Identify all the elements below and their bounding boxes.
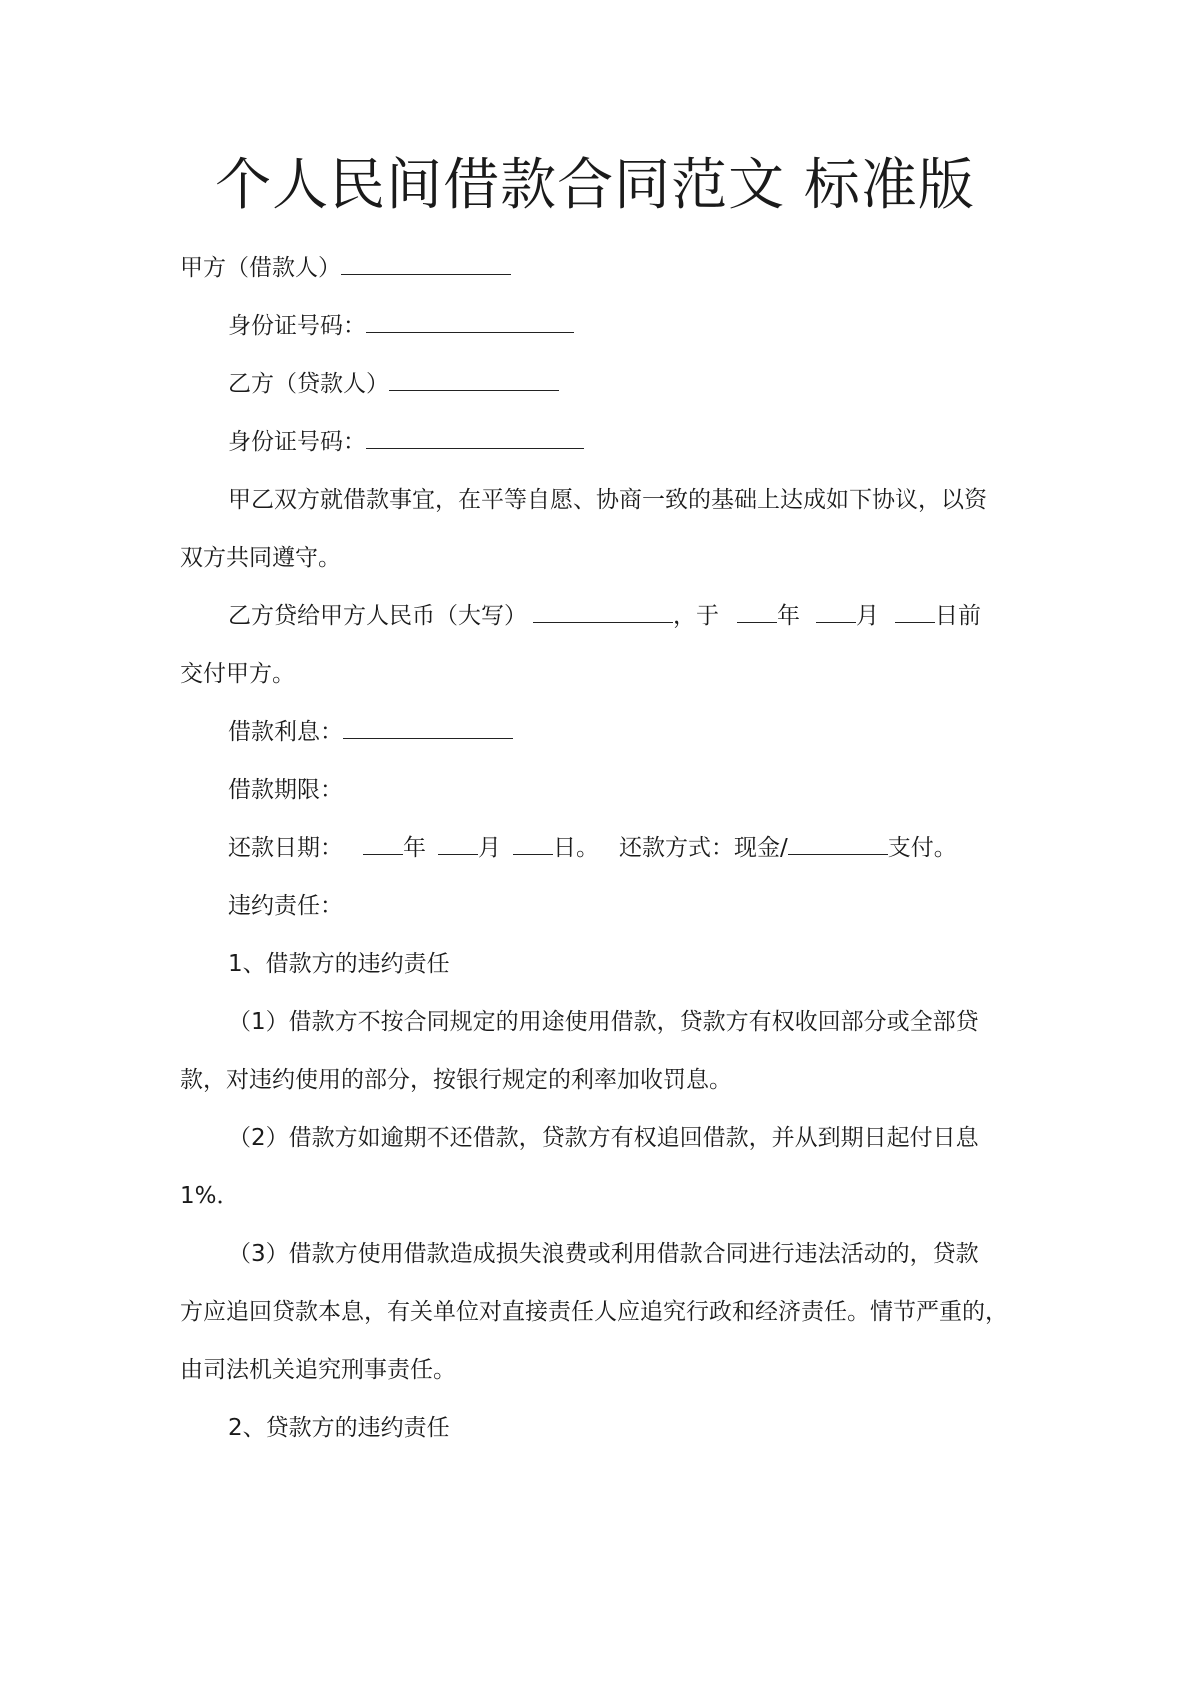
repay-method-suffix: 支付。 — [887, 835, 957, 861]
interest-label: 借款利息： — [228, 719, 343, 745]
repay-method-label: 还款方式：现金/ — [619, 835, 788, 861]
party-b-id-blank[interactable] — [366, 426, 584, 449]
party-b-id-label: 身份证号码： — [228, 429, 366, 455]
party-b-line — [228, 368, 559, 400]
repay-line — [228, 832, 957, 864]
party-b-label: 乙方（贷款人） — [228, 371, 389, 397]
repay-label: 还款日期： — [228, 835, 343, 861]
interest-blank[interactable] — [343, 716, 513, 739]
loan-amount-blank[interactable] — [533, 600, 673, 623]
interest-line — [228, 716, 513, 748]
agreement-line-2: 双方共同遵守。 — [180, 545, 341, 571]
breach-item-3-line-2: 方应追回贷款本息，有关单位对直接责任人应追究行政和经济责任。情节严重的， — [180, 1299, 1008, 1325]
breach-item-1-line-1: （1）借款方不按合同规定的用途使用借款，贷款方有权收回部分或全部贷 — [228, 1009, 979, 1035]
party-a-id-label: 身份证号码： — [228, 313, 366, 339]
breach-section-2: 2、贷款方的违约责任 — [228, 1415, 450, 1441]
repay-month-blank[interactable] — [438, 832, 478, 855]
repay-year-label: 年 — [403, 835, 426, 861]
document-title: 个人民间借款合同范文 标准版 — [215, 153, 975, 218]
breach-heading: 违约责任： — [228, 893, 343, 919]
term-line — [228, 774, 343, 806]
repay-method-blank[interactable] — [788, 832, 888, 855]
loan-year-label: 年 — [777, 603, 800, 629]
repay-month-label: 月 — [478, 835, 501, 861]
breach-section-1: 1、借款方的违约责任 — [228, 951, 450, 977]
breach-item-1-line-2: 款，对违约使用的部分，按银行规定的利率加收罚息。 — [180, 1067, 732, 1093]
agreement-line-1: 甲乙双方就借款事宜，在平等自愿、协商一致的基础上达成如下协议，以资 — [228, 487, 987, 513]
repay-day-label: 日。 — [553, 835, 599, 861]
breach-item-2-line-2: 1%． — [180, 1183, 240, 1209]
loan-line-1 — [228, 600, 981, 632]
loan-prefix: 乙方贷给甲方人民币（大写） — [228, 603, 527, 629]
repay-year-blank[interactable] — [363, 832, 403, 855]
loan-comma-yu: ，于 — [673, 603, 719, 629]
breach-item-3-line-3: 由司法机关追究刑事责任。 — [180, 1357, 456, 1383]
term-label: 借款期限： — [228, 777, 343, 803]
breach-item-2-line-1: （2）借款方如逾期不还借款，贷款方有权追回借款，并从到期日起付日息 — [228, 1125, 979, 1151]
loan-line-2: 交付甲方。 — [180, 661, 295, 687]
party-b-id-line — [228, 426, 584, 458]
party-a-line — [180, 252, 511, 284]
breach-item-3-line-1: （3）借款方使用借款造成损失浪费或利用借款合同进行违法活动的，贷款 — [228, 1241, 979, 1267]
loan-day-label: 日前 — [935, 603, 981, 629]
party-b-blank[interactable] — [389, 368, 559, 391]
loan-day-blank[interactable] — [895, 600, 935, 623]
loan-year-blank[interactable] — [737, 600, 777, 623]
loan-month-label: 月 — [856, 603, 879, 629]
party-a-id-line — [228, 310, 574, 342]
repay-day-blank[interactable] — [513, 832, 553, 855]
loan-month-blank[interactable] — [816, 600, 856, 623]
party-a-id-blank[interactable] — [366, 310, 574, 333]
party-a-blank[interactable] — [341, 252, 511, 275]
party-a-label: 甲方（借款人） — [180, 255, 341, 281]
